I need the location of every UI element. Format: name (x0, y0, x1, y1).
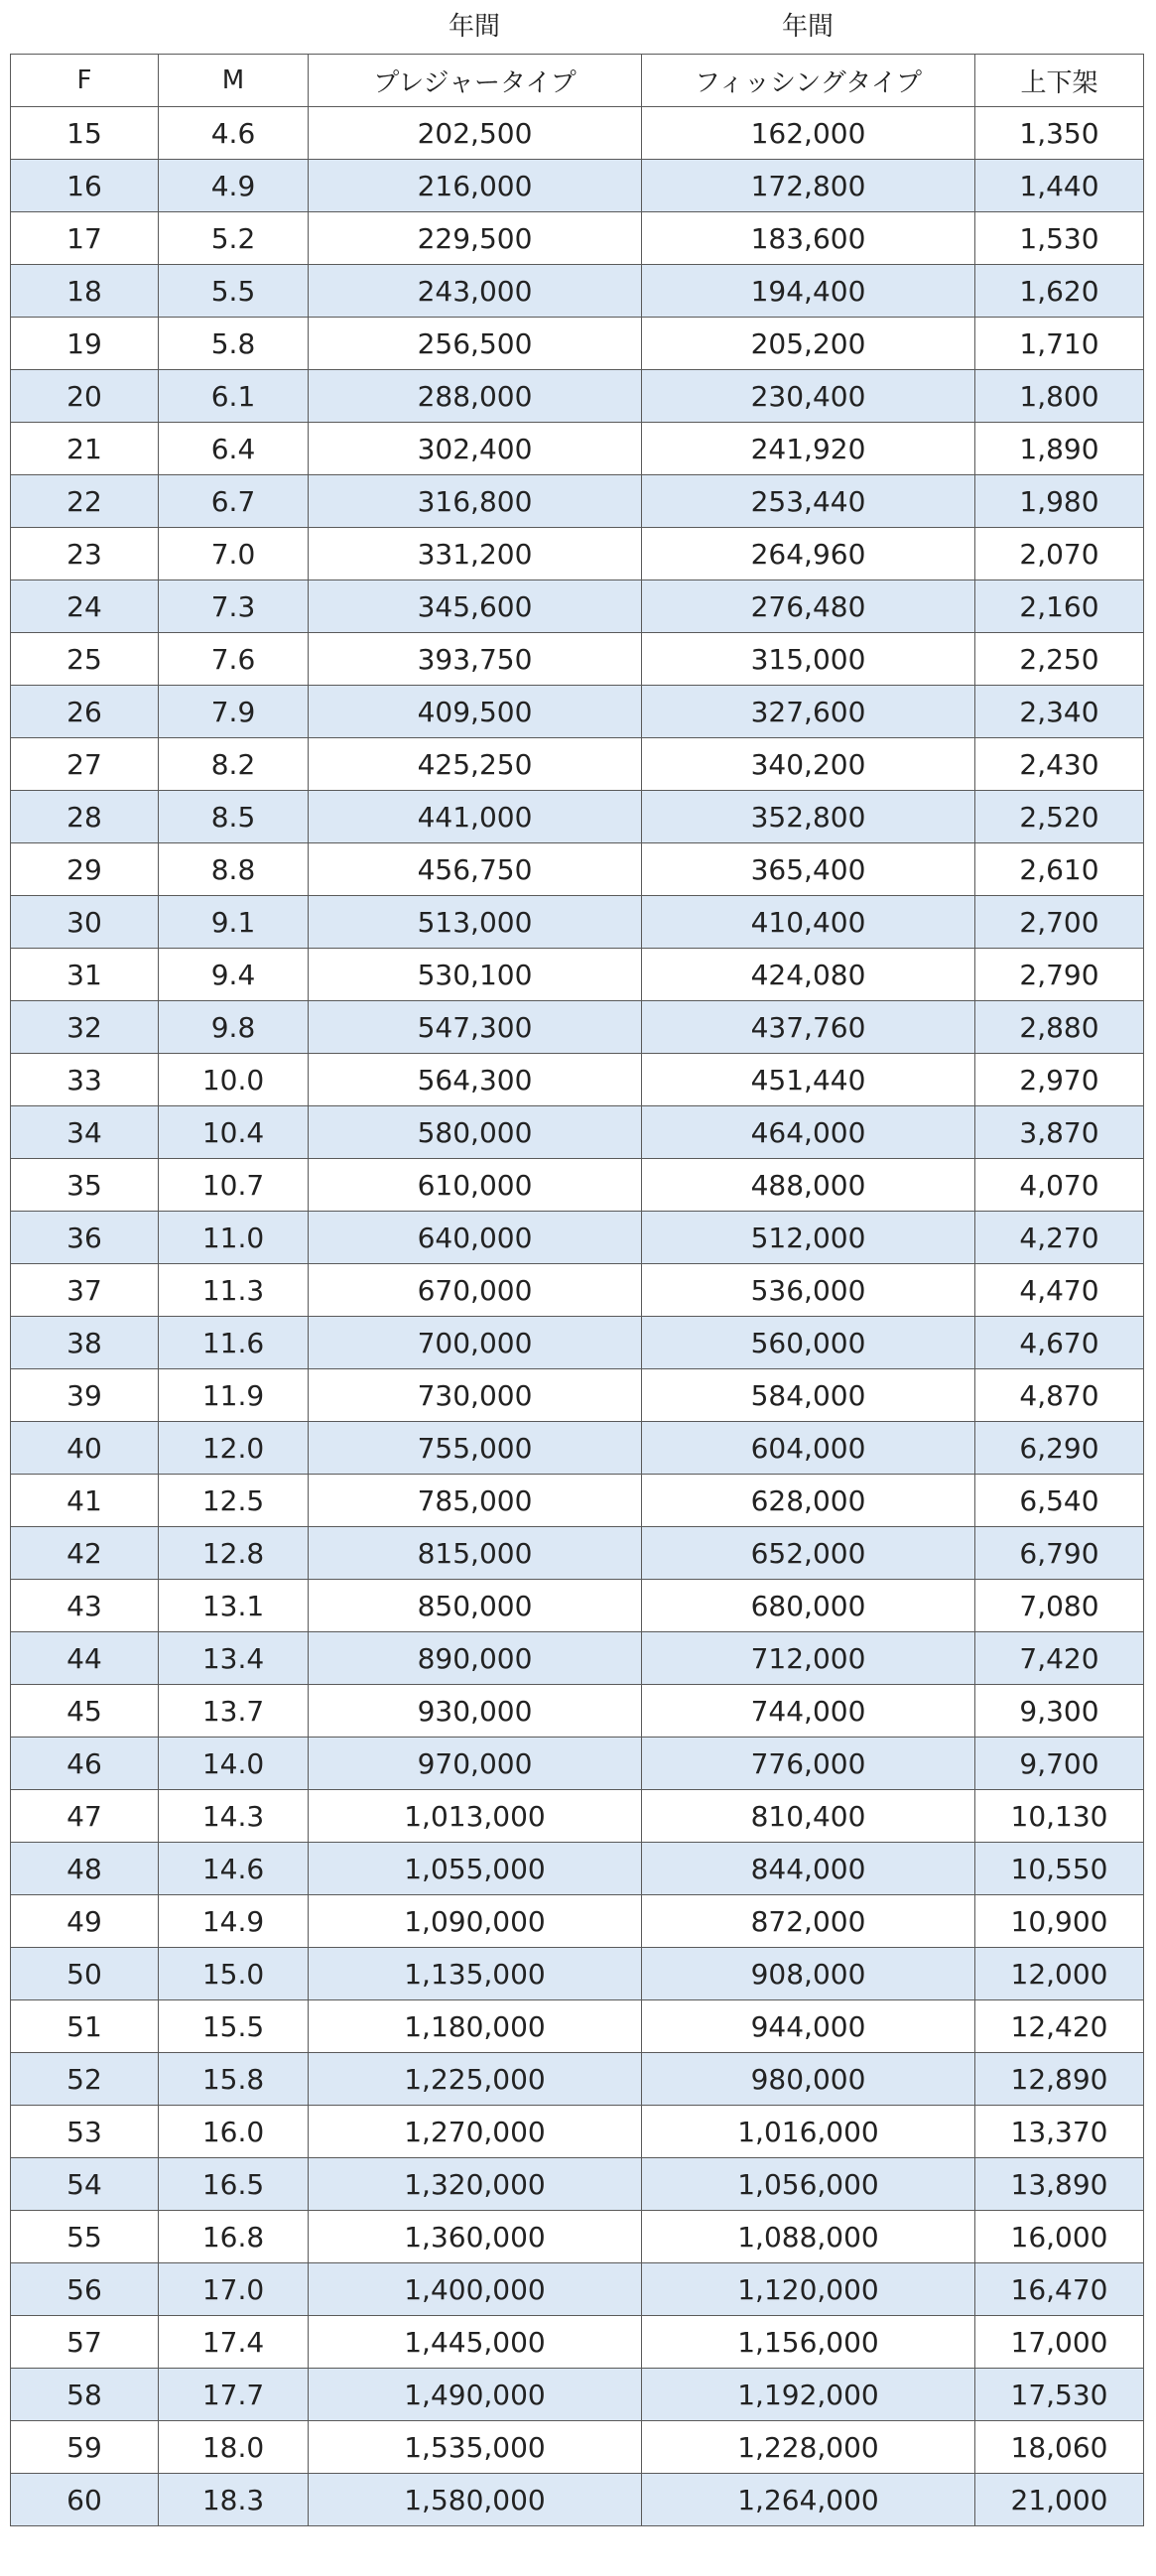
cell-lift-launch: 4,670 (975, 1317, 1144, 1369)
cell-m: 17.0 (159, 2263, 309, 2316)
cell-lift-launch: 2,610 (975, 843, 1144, 896)
table-row (11, 1738, 1144, 1790)
table-row (11, 1580, 1144, 1632)
cell-lift-launch: 1,890 (975, 423, 1144, 475)
cell-pleasure-type: 1,490,000 (309, 2369, 642, 2421)
cell-m: 16.5 (159, 2158, 309, 2211)
cell-lift-launch: 1,980 (975, 475, 1144, 528)
cell-f: 16 (11, 160, 159, 212)
cell-lift-launch: 18,060 (975, 2421, 1144, 2474)
cell-pleasure-type: 216,000 (309, 160, 642, 212)
cell-pleasure-type: 547,300 (309, 1001, 642, 1054)
cell-lift-launch: 1,710 (975, 318, 1144, 370)
table-row (11, 528, 1144, 580)
table-row (11, 107, 1144, 160)
cell-f: 52 (11, 2053, 159, 2106)
cell-pleasure-type: 1,400,000 (309, 2263, 642, 2316)
cell-f: 18 (11, 265, 159, 318)
table-row (11, 2263, 1144, 2316)
cell-m: 12.8 (159, 1527, 309, 1580)
cell-pleasure-type: 202,500 (309, 107, 642, 160)
table-row (11, 843, 1144, 896)
cell-fishing-type: 352,800 (642, 791, 975, 843)
table-row (11, 1632, 1144, 1685)
table-row (11, 2211, 1144, 2263)
cell-pleasure-type: 229,500 (309, 212, 642, 265)
cell-m: 9.8 (159, 1001, 309, 1054)
cell-pleasure-type: 513,000 (309, 896, 642, 949)
cell-f: 43 (11, 1580, 159, 1632)
column-header-fishing-type: フィッシングタイプ (642, 55, 975, 107)
cell-f: 39 (11, 1369, 159, 1422)
cell-m: 18.3 (159, 2474, 309, 2526)
cell-f: 38 (11, 1317, 159, 1369)
cell-pleasure-type: 1,013,000 (309, 1790, 642, 1843)
cell-f: 21 (11, 423, 159, 475)
table-row (11, 1106, 1144, 1159)
cell-pleasure-type: 243,000 (309, 265, 642, 318)
table-row (11, 2316, 1144, 2369)
cell-f: 46 (11, 1738, 159, 1790)
table-row (11, 1475, 1144, 1527)
cell-fishing-type: 980,000 (642, 2053, 975, 2106)
cell-f: 57 (11, 2316, 159, 2369)
table-row (11, 1790, 1144, 1843)
cell-m: 7.9 (159, 686, 309, 738)
cell-pleasure-type: 610,000 (309, 1159, 642, 1212)
cell-fishing-type: 1,156,000 (642, 2316, 975, 2369)
table-row (11, 1001, 1144, 1054)
cell-f: 41 (11, 1475, 159, 1527)
cell-lift-launch: 1,440 (975, 160, 1144, 212)
cell-m: 9.1 (159, 896, 309, 949)
cell-pleasure-type: 288,000 (309, 370, 642, 423)
cell-f: 58 (11, 2369, 159, 2421)
cell-fishing-type: 560,000 (642, 1317, 975, 1369)
cell-pleasure-type: 755,000 (309, 1422, 642, 1475)
cell-lift-launch: 2,520 (975, 791, 1144, 843)
cell-fishing-type: 872,000 (642, 1895, 975, 1948)
cell-f: 23 (11, 528, 159, 580)
cell-pleasure-type: 1,225,000 (309, 2053, 642, 2106)
cell-f: 33 (11, 1054, 159, 1106)
cell-lift-launch: 4,870 (975, 1369, 1144, 1422)
cell-fishing-type: 424,080 (642, 949, 975, 1001)
cell-m: 17.4 (159, 2316, 309, 2369)
cell-lift-launch: 6,790 (975, 1527, 1144, 1580)
cell-m: 7.6 (159, 633, 309, 686)
cell-m: 15.5 (159, 2000, 309, 2053)
cell-m: 7.0 (159, 528, 309, 580)
cell-f: 50 (11, 1948, 159, 2000)
cell-pleasure-type: 580,000 (309, 1106, 642, 1159)
cell-f: 31 (11, 949, 159, 1001)
cell-f: 42 (11, 1527, 159, 1580)
cell-pleasure-type: 393,750 (309, 633, 642, 686)
annual-label-fishing: 年間 (781, 12, 834, 42)
cell-fishing-type: 253,440 (642, 475, 975, 528)
cell-fishing-type: 1,120,000 (642, 2263, 975, 2316)
cell-pleasure-type: 785,000 (309, 1475, 642, 1527)
cell-m: 4.9 (159, 160, 309, 212)
table-row (11, 686, 1144, 738)
cell-fishing-type: 464,000 (642, 1106, 975, 1159)
cell-lift-launch: 2,970 (975, 1054, 1144, 1106)
cell-m: 14.0 (159, 1738, 309, 1790)
cell-m: 13.4 (159, 1632, 309, 1685)
cell-m: 10.7 (159, 1159, 309, 1212)
table-row (11, 1685, 1144, 1738)
table-row (11, 1369, 1144, 1422)
cell-m: 15.0 (159, 1948, 309, 2000)
table-row (11, 791, 1144, 843)
cell-fishing-type: 194,400 (642, 265, 975, 318)
cell-fishing-type: 172,800 (642, 160, 975, 212)
cell-pleasure-type: 930,000 (309, 1685, 642, 1738)
cell-lift-launch: 17,000 (975, 2316, 1144, 2369)
cell-fishing-type: 410,400 (642, 896, 975, 949)
fee-table (10, 54, 1144, 2526)
table-row (11, 1422, 1144, 1475)
cell-f: 54 (11, 2158, 159, 2211)
table-row (11, 1843, 1144, 1895)
column-header-pleasure-type: プレジャータイプ (309, 55, 642, 107)
cell-lift-launch: 10,130 (975, 1790, 1144, 1843)
cell-lift-launch: 10,550 (975, 1843, 1144, 1895)
cell-f: 49 (11, 1895, 159, 1948)
cell-pleasure-type: 850,000 (309, 1580, 642, 1632)
table-row (11, 2158, 1144, 2211)
column-header-lift-launch: 上下架 (975, 55, 1144, 107)
cell-fishing-type: 584,000 (642, 1369, 975, 1422)
cell-lift-launch: 3,870 (975, 1106, 1144, 1159)
cell-lift-launch: 2,160 (975, 580, 1144, 633)
table-row (11, 2369, 1144, 2421)
cell-fishing-type: 162,000 (642, 107, 975, 160)
cell-m: 11.6 (159, 1317, 309, 1369)
cell-f: 22 (11, 475, 159, 528)
cell-pleasure-type: 730,000 (309, 1369, 642, 1422)
cell-m: 12.5 (159, 1475, 309, 1527)
cell-lift-launch: 12,420 (975, 2000, 1144, 2053)
cell-fishing-type: 1,056,000 (642, 2158, 975, 2211)
cell-pleasure-type: 302,400 (309, 423, 642, 475)
table-row (11, 212, 1144, 265)
cell-f: 45 (11, 1685, 159, 1738)
cell-fishing-type: 437,760 (642, 1001, 975, 1054)
table-row (11, 475, 1144, 528)
cell-f: 26 (11, 686, 159, 738)
table-row (11, 1054, 1144, 1106)
cell-pleasure-type: 331,200 (309, 528, 642, 580)
cell-f: 32 (11, 1001, 159, 1054)
cell-pleasure-type: 1,445,000 (309, 2316, 642, 2369)
cell-f: 15 (11, 107, 159, 160)
table-row (11, 370, 1144, 423)
cell-pleasure-type: 700,000 (309, 1317, 642, 1369)
cell-m: 5.5 (159, 265, 309, 318)
cell-m: 5.8 (159, 318, 309, 370)
cell-lift-launch: 9,700 (975, 1738, 1144, 1790)
cell-f: 27 (11, 738, 159, 791)
cell-lift-launch: 13,890 (975, 2158, 1144, 2211)
cell-m: 10.0 (159, 1054, 309, 1106)
cell-m: 8.5 (159, 791, 309, 843)
cell-fishing-type: 680,000 (642, 1580, 975, 1632)
cell-m: 8.2 (159, 738, 309, 791)
table-row (11, 896, 1144, 949)
cell-lift-launch: 4,070 (975, 1159, 1144, 1212)
table-row (11, 633, 1144, 686)
cell-lift-launch: 2,070 (975, 528, 1144, 580)
cell-lift-launch: 17,530 (975, 2369, 1144, 2421)
cell-f: 35 (11, 1159, 159, 1212)
table-row (11, 160, 1144, 212)
cell-m: 16.0 (159, 2106, 309, 2158)
cell-lift-launch: 16,470 (975, 2263, 1144, 2316)
cell-lift-launch: 2,880 (975, 1001, 1144, 1054)
cell-fishing-type: 844,000 (642, 1843, 975, 1895)
cell-m: 11.3 (159, 1264, 309, 1317)
cell-fishing-type: 776,000 (642, 1738, 975, 1790)
table-row (11, 1948, 1144, 2000)
cell-fishing-type: 908,000 (642, 1948, 975, 2000)
cell-fishing-type: 264,960 (642, 528, 975, 580)
cell-lift-launch: 16,000 (975, 2211, 1144, 2263)
cell-fishing-type: 810,400 (642, 1790, 975, 1843)
cell-pleasure-type: 1,090,000 (309, 1895, 642, 1948)
cell-pleasure-type: 1,055,000 (309, 1843, 642, 1895)
cell-fishing-type: 1,088,000 (642, 2211, 975, 2263)
cell-fishing-type: 365,400 (642, 843, 975, 896)
cell-fishing-type: 1,264,000 (642, 2474, 975, 2526)
cell-m: 11.9 (159, 1369, 309, 1422)
cell-fishing-type: 944,000 (642, 2000, 975, 2053)
cell-m: 14.6 (159, 1843, 309, 1895)
cell-fishing-type: 205,200 (642, 318, 975, 370)
cell-lift-launch: 2,700 (975, 896, 1144, 949)
cell-f: 25 (11, 633, 159, 686)
cell-lift-launch: 1,620 (975, 265, 1144, 318)
cell-pleasure-type: 640,000 (309, 1212, 642, 1264)
cell-m: 9.4 (159, 949, 309, 1001)
cell-m: 13.7 (159, 1685, 309, 1738)
cell-m: 6.4 (159, 423, 309, 475)
table-row (11, 2000, 1144, 2053)
annual-label-pleasure: 年間 (448, 12, 500, 42)
cell-m: 11.0 (159, 1212, 309, 1264)
cell-fishing-type: 340,200 (642, 738, 975, 791)
cell-m: 8.8 (159, 843, 309, 896)
cell-fishing-type: 536,000 (642, 1264, 975, 1317)
cell-lift-launch: 1,530 (975, 212, 1144, 265)
cell-m: 14.9 (159, 1895, 309, 1948)
table-header-row (11, 55, 1144, 107)
table-row (11, 738, 1144, 791)
cell-lift-launch: 6,540 (975, 1475, 1144, 1527)
cell-m: 16.8 (159, 2211, 309, 2263)
cell-pleasure-type: 530,100 (309, 949, 642, 1001)
cell-lift-launch: 2,430 (975, 738, 1144, 791)
table-row (11, 1264, 1144, 1317)
cell-lift-launch: 7,080 (975, 1580, 1144, 1632)
cell-pleasure-type: 316,800 (309, 475, 642, 528)
cell-pleasure-type: 670,000 (309, 1264, 642, 1317)
cell-f: 48 (11, 1843, 159, 1895)
cell-f: 17 (11, 212, 159, 265)
cell-f: 28 (11, 791, 159, 843)
cell-lift-launch: 4,470 (975, 1264, 1144, 1317)
cell-fishing-type: 628,000 (642, 1475, 975, 1527)
cell-pleasure-type: 890,000 (309, 1632, 642, 1685)
table-row (11, 2421, 1144, 2474)
cell-f: 19 (11, 318, 159, 370)
cell-pleasure-type: 441,000 (309, 791, 642, 843)
cell-lift-launch: 13,370 (975, 2106, 1144, 2158)
cell-f: 30 (11, 896, 159, 949)
cell-fishing-type: 604,000 (642, 1422, 975, 1475)
cell-fishing-type: 1,016,000 (642, 2106, 975, 2158)
cell-pleasure-type: 1,270,000 (309, 2106, 642, 2158)
cell-f: 56 (11, 2263, 159, 2316)
cell-pleasure-type: 425,250 (309, 738, 642, 791)
cell-f: 20 (11, 370, 159, 423)
cell-m: 18.0 (159, 2421, 309, 2474)
cell-fishing-type: 241,920 (642, 423, 975, 475)
table-row (11, 2106, 1144, 2158)
cell-m: 4.6 (159, 107, 309, 160)
cell-m: 5.2 (159, 212, 309, 265)
cell-pleasure-type: 1,135,000 (309, 1948, 642, 2000)
cell-lift-launch: 10,900 (975, 1895, 1144, 1948)
cell-pleasure-type: 256,500 (309, 318, 642, 370)
table-row (11, 2053, 1144, 2106)
cell-f: 60 (11, 2474, 159, 2526)
cell-fishing-type: 183,600 (642, 212, 975, 265)
table-row (11, 1212, 1144, 1264)
column-header-f: F (11, 55, 159, 107)
cell-pleasure-type: 345,600 (309, 580, 642, 633)
cell-lift-launch: 12,890 (975, 2053, 1144, 2106)
cell-m: 6.1 (159, 370, 309, 423)
cell-m: 6.7 (159, 475, 309, 528)
cell-fishing-type: 488,000 (642, 1159, 975, 1212)
cell-f: 34 (11, 1106, 159, 1159)
cell-m: 7.3 (159, 580, 309, 633)
cell-f: 44 (11, 1632, 159, 1685)
cell-lift-launch: 4,270 (975, 1212, 1144, 1264)
table-row (11, 1159, 1144, 1212)
cell-pleasure-type: 970,000 (309, 1738, 642, 1790)
cell-pleasure-type: 1,535,000 (309, 2421, 642, 2474)
cell-f: 37 (11, 1264, 159, 1317)
cell-pleasure-type: 409,500 (309, 686, 642, 738)
cell-f: 29 (11, 843, 159, 896)
cell-lift-launch: 1,350 (975, 107, 1144, 160)
cell-f: 47 (11, 1790, 159, 1843)
cell-fishing-type: 1,228,000 (642, 2421, 975, 2474)
cell-f: 51 (11, 2000, 159, 2053)
cell-m: 15.8 (159, 2053, 309, 2106)
cell-pleasure-type: 815,000 (309, 1527, 642, 1580)
table-row (11, 949, 1144, 1001)
cell-fishing-type: 744,000 (642, 1685, 975, 1738)
table-row (11, 318, 1144, 370)
cell-lift-launch: 1,800 (975, 370, 1144, 423)
cell-fishing-type: 451,440 (642, 1054, 975, 1106)
cell-f: 59 (11, 2421, 159, 2474)
cell-m: 13.1 (159, 1580, 309, 1632)
cell-f: 55 (11, 2211, 159, 2263)
cell-lift-launch: 2,250 (975, 633, 1144, 686)
annual-labels (0, 0, 1156, 54)
cell-lift-launch: 9,300 (975, 1685, 1144, 1738)
cell-f: 24 (11, 580, 159, 633)
cell-m: 12.0 (159, 1422, 309, 1475)
cell-fishing-type: 327,600 (642, 686, 975, 738)
cell-fishing-type: 276,480 (642, 580, 975, 633)
table-row (11, 1527, 1144, 1580)
table-body (11, 107, 1144, 2526)
table-row (11, 1895, 1144, 1948)
cell-lift-launch: 12,000 (975, 1948, 1144, 2000)
table-row (11, 1317, 1144, 1369)
cell-pleasure-type: 564,300 (309, 1054, 642, 1106)
cell-lift-launch: 6,290 (975, 1422, 1144, 1475)
cell-lift-launch: 7,420 (975, 1632, 1144, 1685)
cell-fishing-type: 230,400 (642, 370, 975, 423)
cell-m: 14.3 (159, 1790, 309, 1843)
cell-fishing-type: 315,000 (642, 633, 975, 686)
cell-fishing-type: 652,000 (642, 1527, 975, 1580)
cell-pleasure-type: 1,580,000 (309, 2474, 642, 2526)
cell-lift-launch: 2,790 (975, 949, 1144, 1001)
cell-lift-launch: 21,000 (975, 2474, 1144, 2526)
cell-m: 17.7 (159, 2369, 309, 2421)
cell-f: 36 (11, 1212, 159, 1264)
cell-pleasure-type: 1,320,000 (309, 2158, 642, 2211)
cell-pleasure-type: 1,360,000 (309, 2211, 642, 2263)
cell-pleasure-type: 1,180,000 (309, 2000, 642, 2053)
table-row (11, 265, 1144, 318)
cell-fishing-type: 1,192,000 (642, 2369, 975, 2421)
column-header-m: M (159, 55, 309, 107)
cell-fishing-type: 512,000 (642, 1212, 975, 1264)
table-row (11, 580, 1144, 633)
cell-m: 10.4 (159, 1106, 309, 1159)
table-row (11, 2474, 1144, 2526)
cell-f: 40 (11, 1422, 159, 1475)
cell-pleasure-type: 456,750 (309, 843, 642, 896)
table-row (11, 423, 1144, 475)
cell-lift-launch: 2,340 (975, 686, 1144, 738)
cell-f: 53 (11, 2106, 159, 2158)
cell-fishing-type: 712,000 (642, 1632, 975, 1685)
